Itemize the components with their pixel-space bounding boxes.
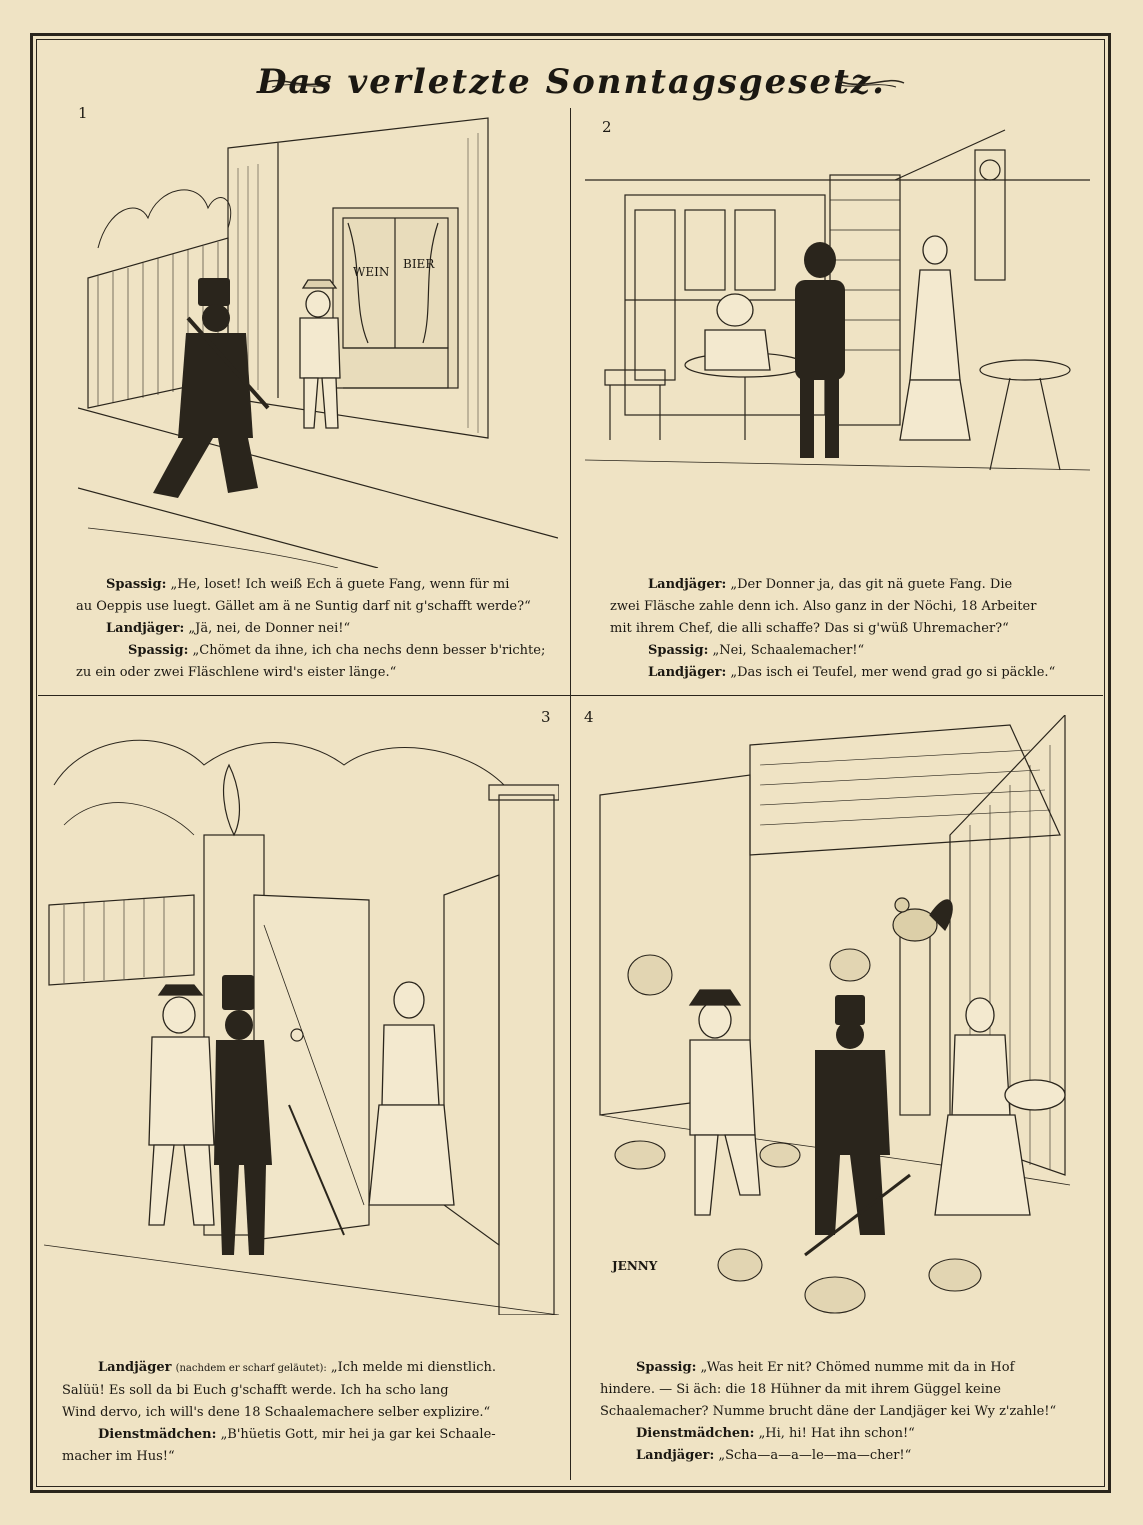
panel-4-caption — [600, 1357, 1100, 1467]
caption-line — [610, 574, 1100, 596]
caption-line — [76, 574, 566, 596]
caption-line — [610, 662, 1100, 684]
panel-4-illustration — [590, 715, 1090, 1320]
panel-1-number: 1 — [78, 104, 88, 122]
caption-line — [76, 596, 566, 618]
caption-text: „Der Donner ja, das git nä guete Fang. Die — [730, 577, 1013, 592]
caption-text: „Scha—a—a—le—ma—cher!“ — [718, 1448, 912, 1463]
caption-text: Salüü! Es soll da bi Euch g'schafft werde. Ich ha scho lang — [62, 1383, 449, 1398]
speaker-name: Spassig: — [128, 643, 189, 658]
page-title: Das verletzte Sonntagsgesetz. — [257, 62, 886, 102]
caption-text: „Nei, Schaalemacher!“ — [712, 643, 865, 658]
speaker-name: Spassig: — [106, 577, 167, 592]
caption-text: zu ein oder zwei Fläschlene wird's eister länge.“ — [76, 665, 397, 680]
panel-2-number: 2 — [602, 118, 612, 136]
caption-line — [62, 1357, 562, 1380]
caption-line — [76, 618, 566, 640]
speaker-name: Spassig: — [636, 1360, 697, 1375]
caption-text: mit ihrem Chef, die alli schaffe? Das si g'wüß Uhremacher?“ — [610, 621, 1009, 636]
caption-line — [610, 596, 1100, 618]
caption-line — [600, 1445, 1100, 1467]
panel-3-illustration — [44, 725, 559, 1315]
vertical-divider — [570, 108, 571, 1480]
speaker-name: Landjäger: — [636, 1448, 715, 1463]
caption-line — [76, 640, 566, 662]
caption-text: Wind dervo, ich will's dene 18 Schaalemachere selber explizire.“ — [62, 1405, 491, 1420]
speaker-name: Landjäger — [98, 1360, 172, 1375]
caption-text: „Ich melde mi dienstlich. — [330, 1360, 497, 1375]
panel-1-caption — [76, 574, 566, 684]
caption-text: „He, loset! Ich weiß Ech ä guete Fang, wenn für mi — [170, 577, 510, 592]
wein-sign: WEIN — [353, 265, 390, 279]
caption-text: au Oeppis use luegt. Gället am ä ne Suntig darf nit g'schafft werde?“ — [76, 599, 531, 614]
caption-text: „Das isch ei Teufel, mer wend grad go si päckle.“ — [730, 665, 1056, 680]
caption-text: „B'hüetis Gott, mir hei ja gar kei Schaale- — [220, 1427, 496, 1442]
horizontal-divider — [38, 695, 1103, 696]
caption-text: zwei Fläsche zahle denn ich. Also ganz in der Nöchi, 18 Arbeiter — [610, 599, 1037, 614]
panel-3-number: 3 — [541, 708, 551, 726]
caption-text: macher im Hus!“ — [62, 1449, 175, 1464]
caption-line — [600, 1379, 1100, 1401]
panel-1-illustration — [78, 108, 558, 568]
speaker-name: Landjäger: — [648, 665, 727, 680]
title-flourish-right — [836, 73, 906, 93]
caption-text: „Was heit Er nit? Chömed numme mit da in Hof — [700, 1360, 1015, 1375]
speaker-name: Dienstmädchen: — [98, 1427, 217, 1442]
speaker-name: Spassig: — [648, 643, 709, 658]
caption-line — [62, 1402, 562, 1424]
panel-2-illustration — [585, 120, 1090, 520]
panel-3-caption — [62, 1357, 562, 1468]
caption-line — [600, 1401, 1100, 1423]
caption-line — [62, 1380, 562, 1402]
speaker-name: Landjäger: — [106, 621, 185, 636]
caption-line — [62, 1446, 562, 1468]
caption-line — [62, 1424, 562, 1446]
caption-text: „Chömet da ihne, ich cha nechs denn besser b'richte; — [192, 643, 546, 658]
caption-line — [600, 1423, 1100, 1445]
panel-4-number: 4 — [584, 708, 594, 726]
bier-sign: BIER — [403, 257, 435, 271]
caption-line — [610, 640, 1100, 662]
caption-line — [610, 618, 1100, 640]
caption-text: „Jä, nei, de Donner nei!“ — [188, 621, 351, 636]
speaker-name: Landjäger: — [648, 577, 727, 592]
caption-text: Schaalemacher? Numme brucht däne der Landjäger kei Wy z'zahle!“ — [600, 1404, 1057, 1419]
caption-line — [76, 662, 566, 684]
speaker-name: Dienstmädchen: — [636, 1426, 755, 1441]
caption-line — [600, 1357, 1100, 1379]
caption-text: hindere. — Si äch: die 18 Hühner da mit ihrem Güggel keine — [600, 1382, 1001, 1397]
caption-text: „Hi, hi! Hat ihn schon!“ — [758, 1426, 915, 1441]
stage-direction: (nachdem er scharf geläutet): — [175, 1363, 327, 1374]
panel-2-caption — [610, 574, 1100, 684]
artist-signature: JENNY — [612, 1259, 658, 1273]
